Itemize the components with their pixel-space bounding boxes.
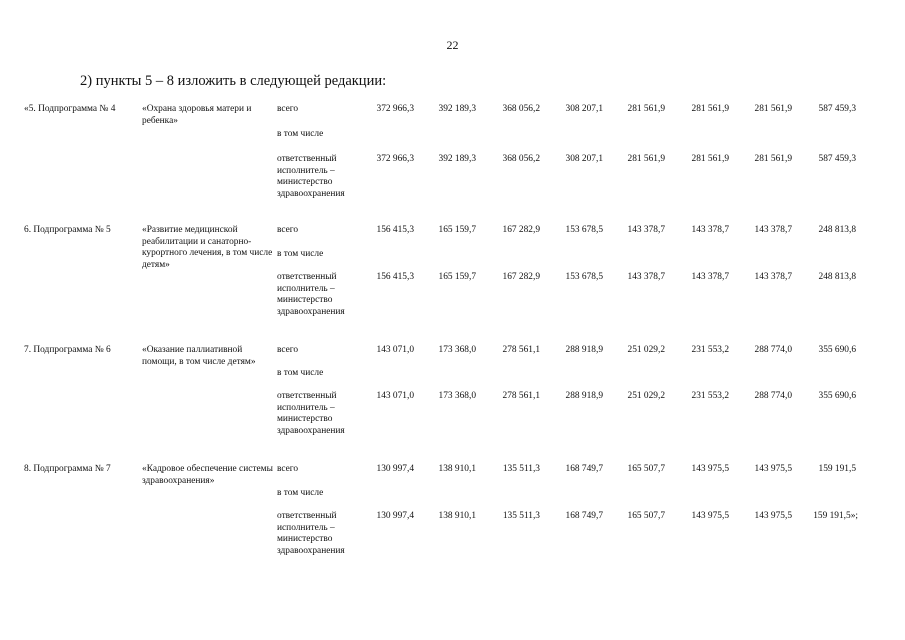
value-cell: 281 561,9 xyxy=(754,104,792,114)
including-label: в том числе xyxy=(277,129,324,139)
amendment-heading: 2) пункты 5 – 8 изложить в следующей редакции: xyxy=(80,73,387,89)
total-label: всего xyxy=(277,225,299,235)
value-cell: 355 690,6 xyxy=(818,345,856,355)
value-cell: 587 459,3 xyxy=(818,104,856,114)
program-label: 6. Подпрограмма № 5 xyxy=(24,225,111,235)
value-cell: 143 975,5 xyxy=(691,464,729,474)
value-cell: 143 378,7 xyxy=(691,272,729,282)
value-cell: 372 966,3 xyxy=(376,154,414,164)
value-cell: 156 415,3 xyxy=(376,225,414,235)
value-cell: 173 368,0 xyxy=(438,345,476,355)
including-label: в том числе xyxy=(277,488,324,498)
value-cell: 143 378,7 xyxy=(691,225,729,235)
value-cell: 143 378,7 xyxy=(627,272,665,282)
value-cell: 143 071,0 xyxy=(376,391,414,401)
value-cell: 288 774,0 xyxy=(754,391,792,401)
value-cell: 159 191,5 xyxy=(818,464,856,474)
including-label: в том числе xyxy=(277,249,324,259)
value-cell: 168 749,7 xyxy=(565,464,603,474)
value-cell: 281 561,9 xyxy=(691,104,729,114)
value-cell: 248 813,8 xyxy=(818,272,856,282)
value-cell: 143 071,0 xyxy=(376,345,414,355)
program-name: «Развитие медицинской реабилитации и санаторно-курортного лечения, в том числе детям» xyxy=(142,225,273,270)
responsible-label: ответственный исполнитель – министерство здравоохранения xyxy=(277,154,345,199)
value-cell: 167 282,9 xyxy=(502,272,540,282)
value-cell: 143 378,7 xyxy=(627,225,665,235)
program-name: «Кадровое обеспечение системы здравоохранения» xyxy=(142,464,273,486)
value-cell: 278 561,1 xyxy=(502,345,540,355)
value-cell: 135 511,3 xyxy=(502,511,540,521)
value-cell: 159 191,5»; xyxy=(813,511,858,521)
value-cell: 168 749,7 xyxy=(565,511,603,521)
value-cell: 153 678,5 xyxy=(565,225,603,235)
total-label: всего xyxy=(277,464,299,474)
value-cell: 143 975,5 xyxy=(754,511,792,521)
program-label: 7. Подпрограмма № 6 xyxy=(24,345,111,355)
value-cell: 143 975,5 xyxy=(754,464,792,474)
value-cell: 308 207,1 xyxy=(565,154,603,164)
including-label: в том числе xyxy=(277,368,324,378)
value-cell: 288 918,9 xyxy=(565,345,603,355)
value-cell: 281 561,9 xyxy=(691,154,729,164)
value-cell: 138 910,1 xyxy=(438,464,476,474)
value-cell: 130 997,4 xyxy=(376,464,414,474)
value-cell: 231 553,2 xyxy=(691,345,729,355)
value-cell: 173 368,0 xyxy=(438,391,476,401)
value-cell: 288 918,9 xyxy=(565,391,603,401)
value-cell: 251 029,2 xyxy=(627,391,665,401)
value-cell: 587 459,3 xyxy=(818,154,856,164)
responsible-label: ответственный исполнитель – министерство здравоохранения xyxy=(277,511,345,556)
responsible-label: ответственный исполнитель – министерство здравоохранения xyxy=(277,272,345,317)
value-cell: 167 282,9 xyxy=(502,225,540,235)
value-cell: 392 189,3 xyxy=(438,104,476,114)
value-cell: 135 511,3 xyxy=(502,464,540,474)
page-number: 22 xyxy=(446,38,459,52)
value-cell: 251 029,2 xyxy=(627,345,665,355)
value-cell: 372 966,3 xyxy=(376,104,414,114)
value-cell: 355 690,6 xyxy=(818,391,856,401)
value-cell: 392 189,3 xyxy=(438,154,476,164)
value-cell: 368 056,2 xyxy=(502,154,540,164)
value-cell: 143 975,5 xyxy=(691,511,729,521)
total-label: всего xyxy=(277,345,299,355)
total-label: всего xyxy=(277,104,299,114)
value-cell: 156 415,3 xyxy=(376,272,414,282)
value-cell: 281 561,9 xyxy=(627,104,665,114)
value-cell: 165 507,7 xyxy=(627,511,665,521)
value-cell: 248 813,8 xyxy=(818,225,856,235)
value-cell: 130 997,4 xyxy=(376,511,414,521)
value-cell: 281 561,9 xyxy=(754,154,792,164)
program-name: «Оказание паллиативной помощи, в том числе детям» xyxy=(142,345,256,367)
value-cell: 143 378,7 xyxy=(754,225,792,235)
value-cell: 143 378,7 xyxy=(754,272,792,282)
value-cell: 231 553,2 xyxy=(691,391,729,401)
program-label: 8. Подпрограмма № 7 xyxy=(24,464,111,474)
value-cell: 138 910,1 xyxy=(438,511,476,521)
value-cell: 165 159,7 xyxy=(438,272,476,282)
responsible-label: ответственный исполнитель – министерство здравоохранения xyxy=(277,391,345,436)
value-cell: 308 207,1 xyxy=(565,104,603,114)
value-cell: 278 561,1 xyxy=(502,391,540,401)
program-name: «Охрана здоровья матери и ребенка» xyxy=(142,104,252,126)
program-label: «5. Подпрограмма № 4 xyxy=(24,104,116,114)
value-cell: 165 507,7 xyxy=(627,464,665,474)
value-cell: 288 774,0 xyxy=(754,345,792,355)
value-cell: 368 056,2 xyxy=(502,104,540,114)
value-cell: 153 678,5 xyxy=(565,272,603,282)
value-cell: 165 159,7 xyxy=(438,225,476,235)
value-cell: 281 561,9 xyxy=(627,154,665,164)
